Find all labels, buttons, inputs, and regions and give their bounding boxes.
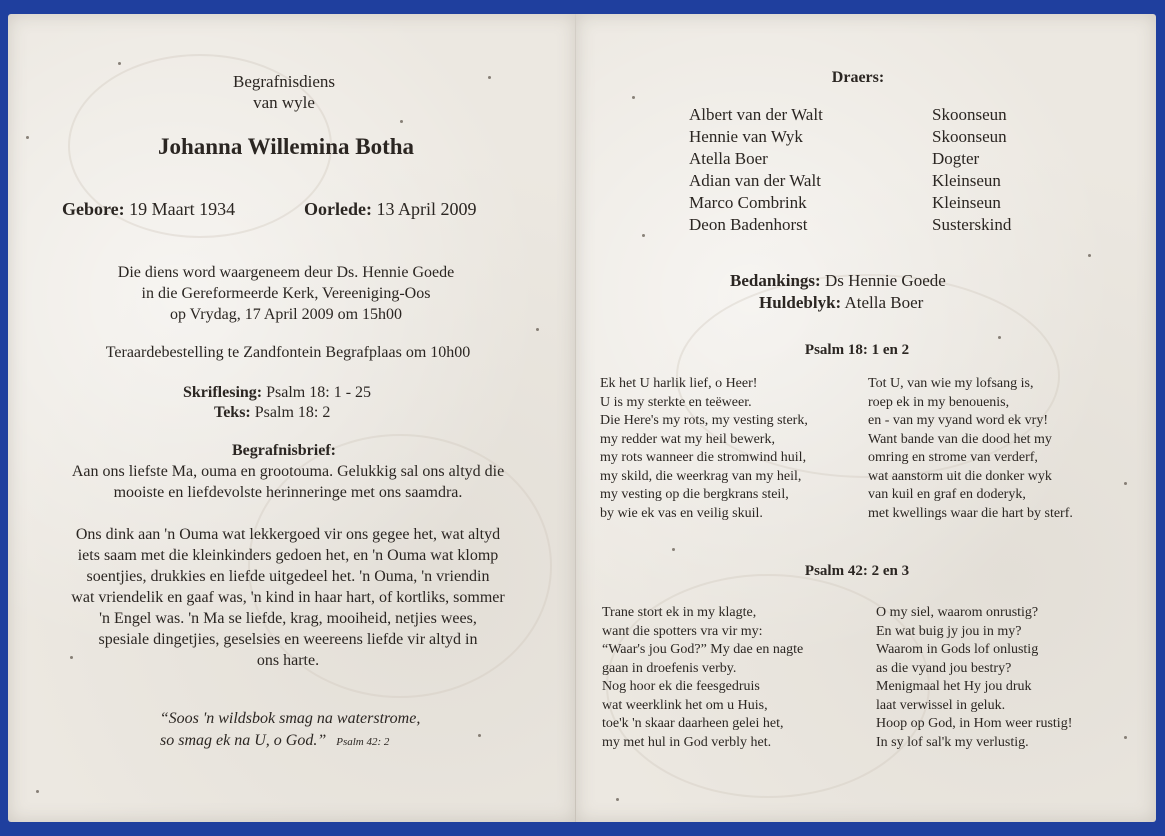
- bearer-relation: Skoonseun: [932, 105, 1007, 124]
- verse-line: my met hul in God verbly het.: [602, 734, 772, 750]
- letter-line: iets saam met die kleinkinders gedoen het, en 'n Ouma wat klomp: [77, 547, 499, 564]
- verse-line: Menigmaal het Hy jou druk: [876, 679, 1032, 694]
- bearer-relation: Dogter: [932, 149, 980, 168]
- verse-line: by wie ek vas en veilig skuil.: [600, 505, 763, 521]
- paper-speck: [36, 790, 39, 793]
- right-page: [576, 14, 1156, 822]
- tribute-row: [759, 293, 923, 313]
- born-row: [62, 199, 235, 220]
- paper-speck: [616, 798, 619, 801]
- quote-line-2: [160, 732, 389, 750]
- born-label: Gebore:: [62, 199, 125, 219]
- verse-line: omring en strome van verderf,: [868, 450, 1038, 465]
- verse-line: wat aanstorm uit die donker wyk: [868, 468, 1052, 484]
- verse-line: Hoop op God, in Hom weer rustig!: [876, 716, 1073, 731]
- verse-line: Want bande van die dood het my: [868, 431, 1052, 447]
- quote-line-1: “Soos 'n wildsbok smag na waterstrome,: [159, 710, 421, 727]
- psalm-18-verse-right: [868, 375, 1073, 523]
- thanks-value: Ds Hennie Goede: [824, 271, 946, 290]
- verse-line: Ek het U harlik lief, o Heer!: [600, 376, 758, 391]
- bearer-relation: Skoonseun: [932, 127, 1007, 146]
- tribute-label: Huldeblyk:: [759, 293, 842, 312]
- born-date: 19 Maart 1934: [129, 199, 236, 219]
- reading-value: Psalm 18: 1 - 25: [266, 384, 372, 401]
- text-row: [214, 404, 330, 422]
- heading-line-1: Begrafnisdiens: [233, 72, 335, 91]
- letter-line: soentjies, drukkies en liefde uitgedeel het. 'n Ouma, 'n vriendin: [86, 568, 490, 585]
- paper-speck: [1124, 736, 1127, 739]
- died-row: [304, 199, 477, 220]
- died-date: 13 April 2009: [376, 199, 477, 219]
- letter-title: Begrafnisbrief:: [232, 442, 336, 459]
- thanks-row: [730, 271, 946, 291]
- bearer-relation: Susterskind: [932, 215, 1012, 234]
- reading-label: Skriflesing:: [183, 384, 263, 401]
- verse-line: roep ek in my benouenis,: [868, 394, 1010, 410]
- bearer-name: Adian van der Walt: [689, 171, 821, 190]
- verse-line: En wat buig jy jou in my?: [876, 623, 1022, 639]
- verse-line: Tot U, van wie my lofsang is,: [868, 376, 1034, 391]
- verse-line: as die vyand jou bestry?: [876, 660, 1012, 676]
- text-value: Psalm 18: 2: [254, 404, 331, 421]
- heading-line-2: van wyle: [253, 93, 315, 112]
- verse-line: Die Here's my rots, my vesting sterk,: [600, 413, 808, 428]
- verse-line: laat verwissel in geluk.: [876, 697, 1006, 713]
- tribute-value: Atella Boer: [844, 293, 924, 312]
- letter-line: spesiale dingetjies, geselsies en weereens liefde vir altyd in: [98, 631, 478, 648]
- verse-line: my skild, die weerkrag van my heil,: [600, 468, 802, 484]
- verse-line: want die spotters vra vir my:: [602, 623, 763, 639]
- service-line: Die diens word waargeneem deur Ds. Hennie Goede: [117, 264, 455, 281]
- letter-line: ons harte.: [256, 652, 320, 669]
- verse-line: en - van my vyand word ek vry!: [868, 413, 1049, 428]
- verse-line: wat weerklink het om u Huis,: [602, 697, 768, 713]
- paper-speck: [672, 548, 675, 551]
- psalm-18-title: Psalm 18: 1 en 2: [804, 342, 910, 358]
- paper-speck: [478, 734, 481, 737]
- verse-line: Nog hoor ek die feesgedruis: [602, 679, 760, 694]
- verse-line: O my siel, waarom onrustig?: [876, 605, 1039, 620]
- quote-text: so smag ek na U, o God.”: [160, 732, 327, 749]
- verse-line: my rots wanneer die stromwind huil,: [600, 450, 807, 465]
- psalm-42-verse-left: [602, 604, 803, 752]
- verse-line: van kuil en graf en doderyk,: [868, 487, 1026, 502]
- psalm-18-verse-left: [600, 375, 808, 523]
- verse-line: In sy lof sal'k my verlustig.: [876, 734, 1029, 750]
- verse-line: “Waar's jou God?” My dae en nagte: [602, 642, 804, 657]
- letter-line: wat vriendelik en gaaf was, 'n kind in haar hart, of kortliks, sommer: [71, 589, 505, 606]
- paper-speck: [70, 656, 73, 659]
- service-line: op Vrydag, 17 April 2009 om 15h00: [169, 306, 403, 323]
- paper-speck: [642, 234, 645, 237]
- verse-line: met kwellings waar die hart by sterf.: [868, 505, 1073, 521]
- letter-line: Aan ons liefste Ma, ouma en grootouma. Gelukkig sal ons altyd die: [71, 463, 505, 480]
- bearer-name: Albert van der Walt: [689, 105, 823, 124]
- verse-line: my vesting op die bergkrans steil,: [600, 487, 789, 502]
- bearer-name: Atella Boer: [689, 149, 768, 168]
- text-label: Teks:: [214, 404, 251, 421]
- letter-line: mooiste en liefdevolste herinneringe met ons saamdra.: [113, 484, 463, 501]
- quote-reference: Psalm 42: 2: [336, 736, 390, 748]
- bearer-name: Hennie van Wyk: [689, 127, 803, 146]
- paper-speck: [1088, 254, 1091, 257]
- verse-line: Trane stort ek in my klagte,: [602, 605, 757, 620]
- thanks-label: Bedankings:: [730, 271, 821, 290]
- paper-speck: [998, 336, 1001, 339]
- verse-line: toe'k 'n skaar daarheen gelei het,: [602, 716, 784, 731]
- verse-line: gaan in droefenis verby.: [602, 660, 737, 676]
- bearers-title: Draers:: [831, 69, 885, 86]
- died-label: Oorlede:: [304, 199, 372, 219]
- verse-line: my redder wat my heil bewerk,: [600, 431, 775, 447]
- bearer-relation: Kleinseun: [932, 171, 1001, 190]
- paper-speck: [536, 328, 539, 331]
- service-line: in die Gereformeerde Kerk, Vereeniging-Oos: [141, 285, 431, 302]
- bearer-name: Deon Badenhorst: [689, 215, 808, 234]
- paper-speck: [118, 62, 121, 65]
- letter-line: Ons dink aan 'n Ouma wat lekkergoed vir ons gegee het, wat altyd: [75, 526, 501, 543]
- deceased-name: Johanna Willemina Botha: [157, 134, 415, 159]
- psalm-42-verse-right: [876, 604, 1072, 752]
- letter-line: 'n Engel was. 'n Ma se liefde, krag, mooiheid, netjies wees,: [99, 610, 477, 627]
- paper-speck: [1124, 482, 1127, 485]
- paper-speck: [632, 96, 635, 99]
- reading-row: [183, 384, 371, 402]
- bearer-name: Marco Combrink: [689, 193, 807, 212]
- paper-speck: [26, 136, 29, 139]
- verse-line: U is my sterkte en teëweer.: [600, 394, 752, 410]
- bearer-relation: Kleinseun: [932, 193, 1001, 212]
- left-page: [8, 14, 576, 822]
- psalm-42-title: Psalm 42: 2 en 3: [804, 563, 910, 579]
- paper-speck: [400, 120, 403, 123]
- burial-line: Teraardebestelling te Zandfontein Begrafplaas om 10h00: [105, 344, 471, 361]
- verse-line: Waarom in Gods lof onlustig: [876, 642, 1039, 657]
- paper-speck: [488, 76, 491, 79]
